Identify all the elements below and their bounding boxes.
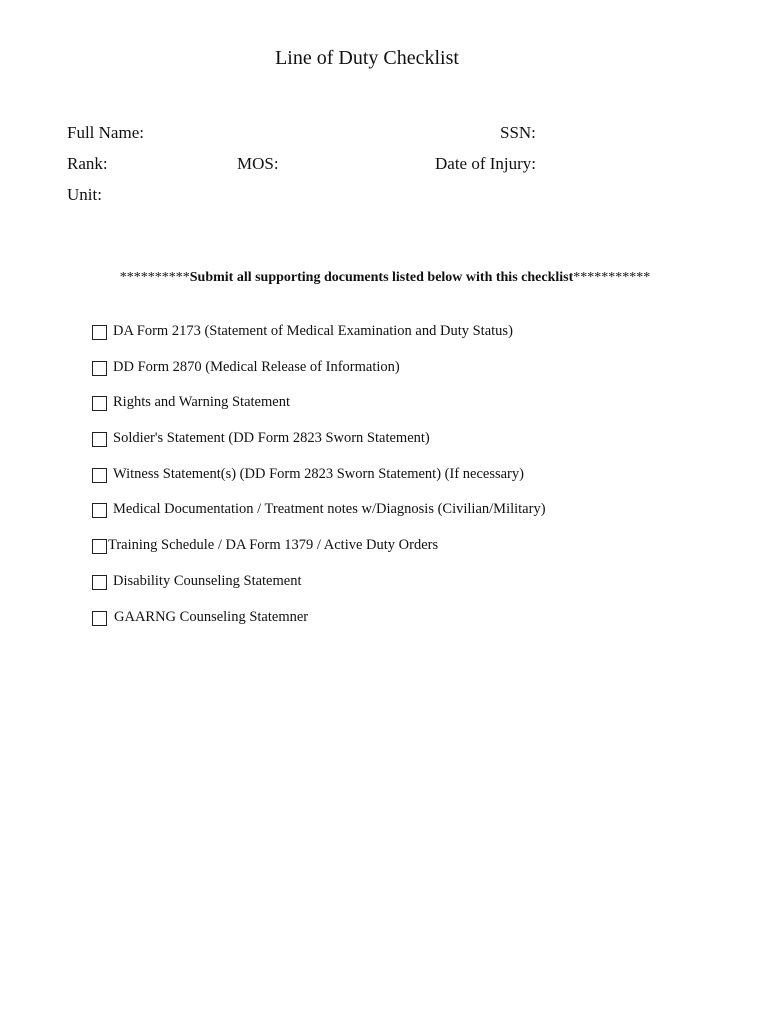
full-name-label: Full Name: — [67, 123, 144, 142]
checklist-item-label: DD Form 2870 (Medical Release of Information) — [113, 358, 400, 375]
mos-label: MOS: — [237, 154, 279, 173]
notice-suffix: *********** — [573, 270, 651, 285]
checkbox[interactable] — [92, 325, 107, 340]
notice-prefix: ********** — [119, 270, 190, 285]
ssn-label: SSN: — [500, 123, 536, 142]
checklist-item-label: GAARNG Counseling Statemner — [114, 608, 309, 625]
checklist-item[interactable] — [92, 573, 732, 609]
checklist-item-label: Witness Statement(s) (DD Form 2823 Sworn Statement) (If necessary) — [113, 465, 524, 482]
supporting-documents-notice — [0, 270, 770, 286]
date-of-injury-label: Date of Injury: — [435, 154, 537, 173]
checkbox[interactable] — [92, 611, 107, 626]
checklist-item[interactable] — [92, 537, 732, 573]
checklist-item-label: Soldier's Statement (DD Form 2823 Sworn Statement) — [113, 430, 430, 447]
checklist-item[interactable] — [92, 323, 732, 359]
checklist-item-label: Disability Counseling Statement — [113, 572, 302, 589]
checkbox[interactable] — [92, 468, 107, 483]
checklist-item[interactable] — [92, 394, 732, 430]
checklist-item-label: DA Form 2173 (Statement of Medical Examination and Duty Status) — [113, 323, 513, 339]
checklist-item[interactable] — [92, 430, 732, 466]
checkbox[interactable] — [92, 432, 107, 447]
unit-label: Unit: — [67, 185, 102, 204]
checkbox[interactable] — [92, 503, 107, 518]
checkbox[interactable] — [92, 539, 107, 554]
checklist-item[interactable] — [92, 466, 732, 502]
notice-text: Submit all supporting documents listed below with this checklist — [189, 270, 574, 285]
checklist-item-label: Rights and Warning Statement — [113, 394, 290, 411]
checkbox[interactable] — [92, 361, 107, 376]
checklist-item[interactable] — [92, 609, 732, 645]
checklist-item-label: Medical Documentation / Treatment notes w/Diagnosis (Civilian/Military) — [113, 501, 546, 518]
checkbox[interactable] — [92, 396, 107, 411]
page-title: Line of Duty Checklist — [275, 47, 459, 69]
rank-label: Rank: — [67, 154, 108, 173]
checklist-item[interactable] — [92, 359, 732, 395]
checkbox[interactable] — [92, 575, 107, 590]
document-checklist — [92, 323, 732, 644]
checklist-item-label: Training Schedule / DA Form 1379 / Active Duty Orders — [108, 537, 439, 554]
checklist-item[interactable] — [92, 501, 732, 537]
